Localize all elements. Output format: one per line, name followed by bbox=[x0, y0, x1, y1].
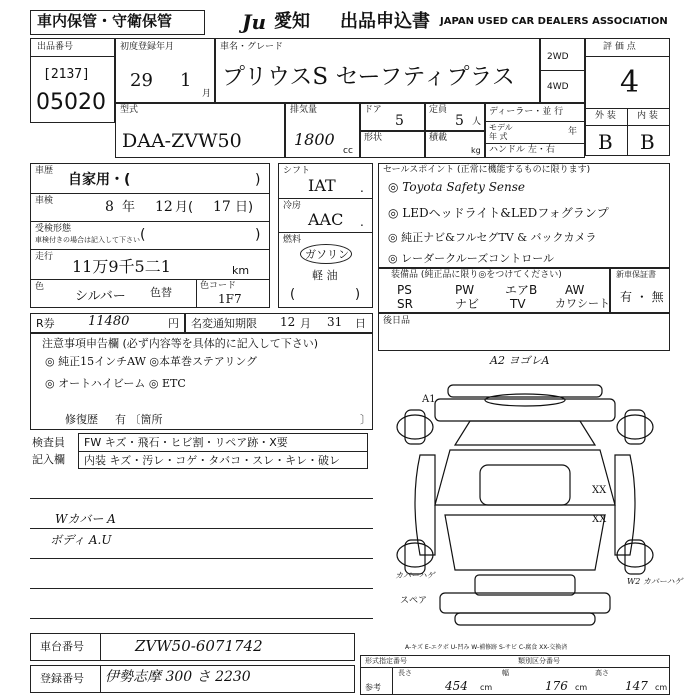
rating-label: 評 価 点 bbox=[603, 42, 636, 52]
tax-label: 名変通知期限 bbox=[191, 317, 257, 330]
type-value: DAA-ZVW50 bbox=[122, 130, 242, 152]
equip-tv: TV bbox=[510, 297, 526, 311]
selling-point-1: ◎ Toyota Safety Sense bbox=[388, 180, 526, 194]
reg-label: 登録番号 bbox=[40, 672, 84, 685]
inspector-remark-2: ボディ A.U bbox=[50, 533, 112, 547]
ju-logo: Ju bbox=[242, 10, 267, 34]
doors-value: 5 bbox=[395, 113, 404, 129]
diagram-label-right-bottom: W2 カバーハゲ bbox=[627, 577, 683, 586]
inspection-day: 17 bbox=[213, 199, 231, 215]
inspection-label: 車検 bbox=[35, 196, 54, 206]
dealer-model: モデル bbox=[489, 123, 513, 132]
inspector-fw-line: FW キズ・飛石・ヒビ割・リペア跡・X要 bbox=[84, 436, 288, 449]
history-close: ) bbox=[255, 172, 261, 188]
dims-wid: 176 bbox=[545, 679, 568, 693]
tax-month: 12 bbox=[280, 315, 296, 329]
rating-value: 4 bbox=[620, 65, 640, 100]
color-code: 1F7 bbox=[218, 292, 242, 306]
dims-len: 454 bbox=[445, 679, 468, 693]
rating-ext: B bbox=[598, 130, 613, 154]
chassis-value: ZVW50-6071742 bbox=[135, 637, 263, 655]
storage-label: 車内保管・守衛保管 bbox=[37, 12, 173, 30]
equip-pw: PW bbox=[455, 283, 475, 297]
capacity-value: 5 bbox=[455, 113, 464, 129]
load-unit: kg bbox=[471, 146, 481, 155]
dims-len-label: 長さ bbox=[398, 669, 412, 677]
mileage-value: 11万9千5二1 bbox=[72, 257, 171, 276]
dims-len-unit: cm bbox=[480, 683, 493, 692]
drive-4wd: 4WD bbox=[547, 82, 569, 92]
reg-value: 伊勢志摩 300 さ 2230 bbox=[105, 669, 251, 685]
later-items-label: 後日品 bbox=[383, 316, 411, 326]
receipt-sub: 車検付きの場合は記入して下さい bbox=[35, 236, 140, 244]
receipt-close: ) bbox=[255, 227, 261, 243]
equip-ps: PS bbox=[397, 283, 412, 297]
lot-label: 出品番号 bbox=[37, 42, 74, 52]
repair-close: 〕 bbox=[360, 413, 371, 426]
diagram-legend: A-キズ E-エクボ U-凹み W-補修跡 S-サビ C-腐食 XX-交換済 bbox=[405, 644, 568, 651]
fuel-diesel: 軽 油 bbox=[312, 269, 338, 282]
fuel-close: ) bbox=[355, 287, 361, 302]
rating-int: B bbox=[640, 130, 655, 154]
diagram-label-left-bottom: カバーハゲ bbox=[395, 571, 435, 580]
equip-navi: ナビ bbox=[455, 297, 480, 311]
later-items-box bbox=[378, 313, 670, 351]
fuel-open: ( bbox=[290, 287, 296, 302]
lot-number: 05020 bbox=[36, 90, 106, 115]
dealer-row1: ディーラー・並 行 bbox=[489, 107, 564, 117]
color-value: シルバー bbox=[75, 289, 126, 304]
inspector-remark-1: Wカバー A bbox=[55, 512, 116, 526]
history-label: 車歴 bbox=[35, 166, 54, 176]
tax-day-unit: 日 bbox=[355, 317, 366, 330]
notices-line1: ◎ 純正15インチAW ◎本革巻ステアリング bbox=[45, 355, 258, 368]
displacement-value: 1800 bbox=[294, 130, 335, 149]
recycle-value: 11480 bbox=[88, 314, 130, 329]
inspector-label-1: 検査員 bbox=[32, 436, 65, 449]
color-code-label: 色コード bbox=[200, 281, 237, 291]
model-name-value: プリウスS セーフティプラス bbox=[222, 64, 515, 90]
tax-month-unit: 月 bbox=[300, 317, 311, 330]
diagram-label-a1: A1 bbox=[422, 394, 436, 405]
shift-value: IAT bbox=[308, 176, 336, 195]
dealer-year: 年 式 bbox=[489, 132, 508, 141]
first-reg-label: 初度登録年月 bbox=[120, 42, 175, 52]
org-name: 愛知 bbox=[274, 11, 310, 32]
repair-label: 修復歴 bbox=[65, 413, 98, 426]
repair-value: 有 〔箇所 bbox=[115, 413, 163, 426]
dims-hgt: 147 bbox=[625, 679, 648, 693]
equip-sr: SR bbox=[397, 297, 413, 311]
diagram-xx-2: XX bbox=[592, 514, 607, 525]
dims-hgt-unit: cm bbox=[655, 683, 668, 692]
chassis-label: 車台番号 bbox=[40, 640, 84, 653]
drive-2wd: 2WD bbox=[547, 52, 569, 62]
diagram-label-top: A2 ヨゴレA bbox=[490, 354, 550, 367]
doc-title: 出品申込書 bbox=[340, 11, 430, 32]
fuel-gas: ガソリン bbox=[305, 248, 349, 261]
first-reg-month: 1 bbox=[180, 70, 192, 91]
lot-code: [2137] bbox=[43, 67, 90, 82]
shift-label: シフト bbox=[283, 166, 311, 176]
load-label: 積載 bbox=[429, 133, 448, 143]
shape-label: 形状 bbox=[364, 133, 383, 143]
diagram-xx-1: XX bbox=[592, 485, 607, 496]
dims-wid-label: 幅 bbox=[502, 669, 509, 677]
notices-title: 注意事項申告欄 (必ず内容等を具体的に記入して下さい) bbox=[42, 337, 319, 350]
eng-title: JAPAN USED CAR DEALERS ASSOCIATION bbox=[440, 16, 668, 27]
rating-int-label: 内 装 bbox=[637, 111, 658, 121]
selling-point-3: ◎ 純正ナビ&フルセグTV & バックカメラ bbox=[388, 231, 597, 244]
type-label: 型式 bbox=[120, 105, 139, 115]
warranty-label: 新車保証書 bbox=[616, 270, 656, 279]
dims-hgt-label: 高さ bbox=[595, 669, 609, 677]
diagram-spare: スペア bbox=[400, 596, 428, 606]
capacity-label: 定員 bbox=[429, 105, 448, 115]
doors-label: ドア bbox=[364, 105, 382, 115]
dealer-handle: ハンドル 左・右 bbox=[489, 145, 555, 155]
color-repaint-label: 色替 bbox=[150, 286, 172, 299]
inspector-label-2: 記入欄 bbox=[32, 453, 65, 466]
first-reg-year: 29 bbox=[130, 70, 153, 91]
mileage-label: 走行 bbox=[35, 252, 54, 262]
dims-class-label: 類別区分番号 bbox=[518, 657, 560, 665]
inspector-int-line: 内装 キズ・汚レ・コゲ・タバコ・スレ・キレ・破レ bbox=[84, 454, 341, 467]
selling-points-title: セールスポイント (正常に機能するものに限ります) bbox=[383, 165, 591, 175]
selling-point-4: ◎ レーダークルーズコントロール bbox=[388, 252, 554, 265]
dims-wid-unit: cm bbox=[575, 683, 588, 692]
color-label: 色 bbox=[35, 282, 45, 292]
dims-shape-label: 形式指定番号 bbox=[365, 657, 407, 665]
ac-close: . bbox=[360, 215, 364, 229]
displacement-label: 排気量 bbox=[290, 105, 318, 115]
warranty-value: 有 ・ 無 bbox=[620, 290, 664, 304]
inspection-year: 8 bbox=[105, 199, 114, 215]
dims-ref-label: 参考 bbox=[365, 683, 381, 692]
equipment-title: 装備品 (純正品に限り◎をつけてください) bbox=[391, 270, 562, 280]
inspection-month-unit: 月( bbox=[175, 200, 194, 215]
tax-day: 31 bbox=[327, 315, 343, 329]
displacement-unit: cc bbox=[343, 146, 353, 156]
inspection-month: 12 bbox=[155, 199, 173, 215]
equip-leather: カワシート bbox=[555, 297, 610, 310]
fuel-label: 燃料 bbox=[283, 235, 302, 245]
mileage-unit: km bbox=[232, 264, 250, 277]
equip-airbag: エアB bbox=[505, 283, 538, 297]
receipt-open: ( bbox=[140, 227, 146, 243]
ac-label: 冷房 bbox=[283, 201, 302, 211]
inspection-day-unit: 日) bbox=[235, 200, 254, 215]
ac-value: AAC bbox=[308, 210, 344, 229]
recycle-unit: 円 bbox=[168, 317, 179, 330]
recycle-label: R券 bbox=[36, 317, 55, 330]
selling-point-2: ◎ LEDヘッドライト&LEDフォグランプ bbox=[388, 206, 609, 220]
receipt-label: 受検形態 bbox=[35, 224, 72, 234]
history-value: 自家用・( bbox=[68, 172, 131, 188]
model-name-label: 車名・グレード bbox=[220, 42, 284, 52]
dealer-year-unit: 年 bbox=[568, 127, 578, 137]
first-reg-month-unit: 月 bbox=[202, 89, 212, 99]
shift-close: . bbox=[360, 181, 364, 195]
capacity-unit: 人 bbox=[472, 117, 482, 127]
notices-line2: ◎ オートハイビーム ◎ ETC bbox=[45, 377, 186, 390]
equip-aw: AW bbox=[565, 283, 585, 297]
rating-ext-label: 外 装 bbox=[595, 111, 616, 121]
inspection-year-unit: 年 bbox=[122, 200, 136, 215]
